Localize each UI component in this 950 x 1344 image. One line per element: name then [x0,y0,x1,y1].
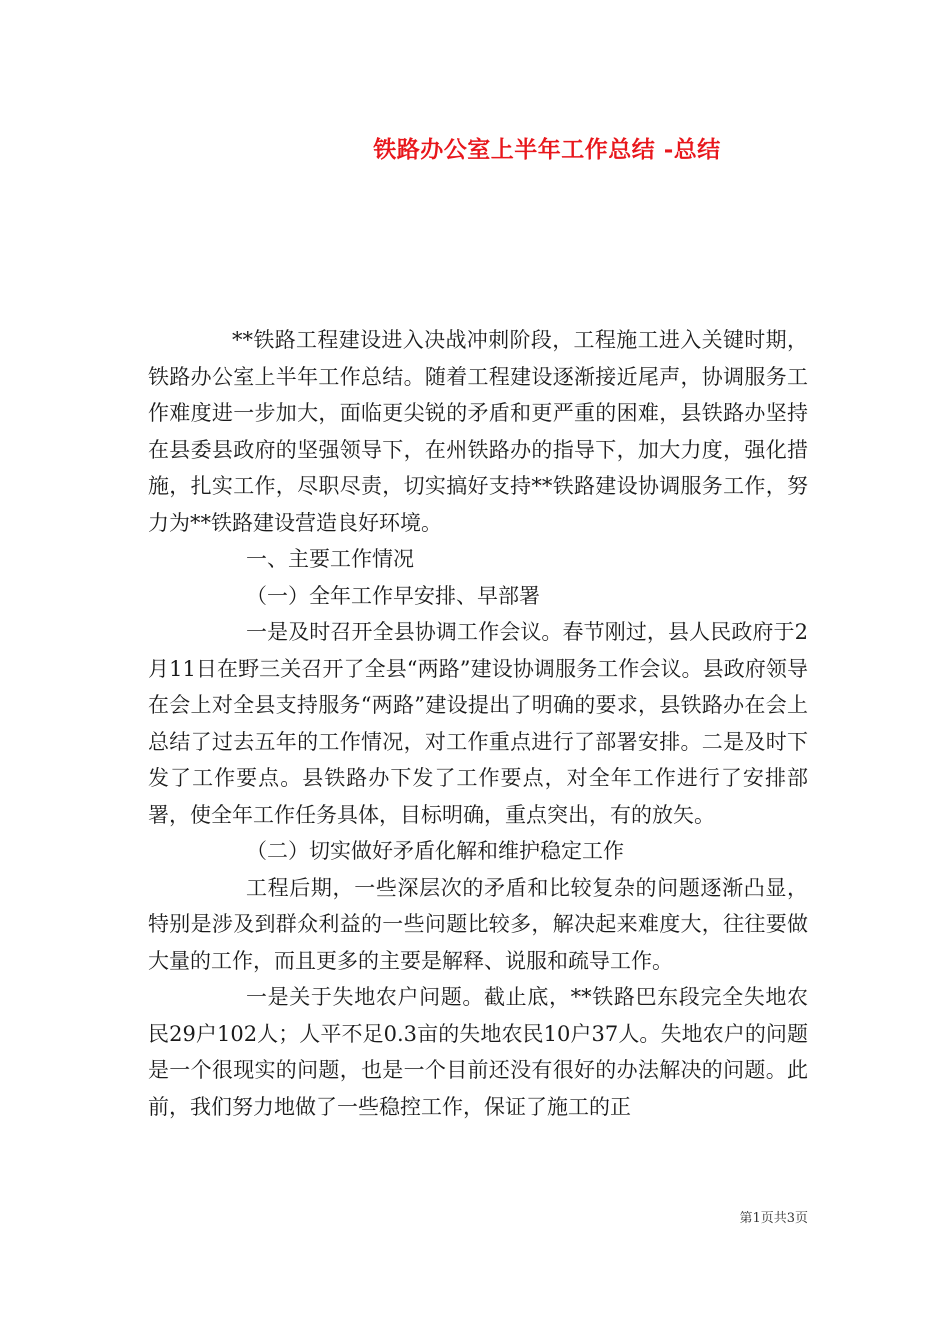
page-number-footer: 第1页共3页 [739,1211,808,1226]
document-body [148,322,808,1125]
subsection-heading-early-arrangement: （一）全年工作早安排、早部署 [246,583,540,608]
paragraph-late-stage-issues: 工程后期，一些深层次的矛盾和比较复杂的问题逐渐凸显，特别是涉及到群众利益的一些问题比较多，解决起来难度大，往往要做大量的工作，而且更多的主要是解释、说服和疏导工作。 [148,875,808,973]
paragraph-landless-farmers: 一是关于失地农户问题。截止底，**铁路巴东段完全失地农民29户102人；人平不足0.3亩的失地农民10户37人。失地农户的问题是一个很现实的问题，也是一个目前还没有很好的办法解决的问题。此前，我们努力地做了一些稳控工作，保证了施工的正 [148,985,808,1119]
paragraph-intro: **铁路工程建设进入决战冲刺阶段，工程施工进入关键时期，铁路办公室上半年工作总结。随着工程建设逐渐接近尾声，协调服务工作难度进一步加大，面临更尖锐的矛盾和更严重的困难，县铁路办坚持在县委县政府的坚强领导下，在州铁路办的指导下，加大力度，强化措施，扎实工作，尽职尽责，切实搞好支持**铁路建设协调服务工作，努力为**铁路建设营造良好环境。 [148,328,808,535]
document-title: 铁路办公室上半年工作总结 -总结 [373,136,721,163]
section-heading-main-work: 一、主要工作情况 [246,547,414,571]
paragraph-coordination-meeting: 一是及时召开全县协调工作会议。春节刚过，县人民政府于2月11日在野三关召开了全县“两路”建设协调服务工作会议。县政府领导在会上对全县支持服务“两路”建设提出了明确的要求，县铁路办在会上总结了过去五年的工作情况，对工作重点进行了部署安排。二是及时下发了工作要点。县铁路办下发了工作要点，对全年工作进行了安排部署，使全年工作任务具体，目标明确，重点突出，有的放矢。 [148,620,808,827]
subsection-heading-conflict-resolution: （二）切实做好矛盾化解和维护稳定工作 [246,839,624,863]
